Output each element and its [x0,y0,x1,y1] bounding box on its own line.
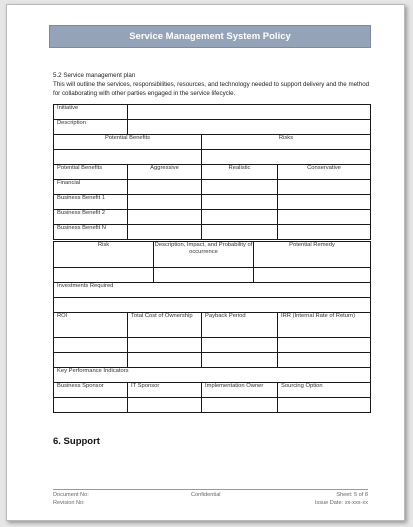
remedy-cell[interactable] [254,268,371,283]
issue-date: Issue Date: xx-xxx-xx [314,500,368,506]
risks-cell[interactable] [202,150,371,165]
table-cell[interactable] [128,338,202,353]
table-cell[interactable] [202,210,278,225]
row-label: Business Benefit 1 [54,195,128,210]
table-cell[interactable] [202,225,278,240]
table-cell[interactable] [54,353,128,368]
description-label: Description [54,120,128,135]
investment-table [53,282,371,413]
irr-header: IRR (Internal Rate of Return) [278,313,371,338]
col-potential-benefits: Potential Benefits [54,165,128,180]
table-cell[interactable] [278,225,371,240]
document-number: Document No: [53,492,89,498]
potential-benefits-header: Potential Benefits [54,135,202,150]
table-cell[interactable] [202,180,278,195]
table-cell[interactable] [54,398,128,413]
implementation-owner-header: Implementation Owner [202,383,278,398]
table-cell[interactable] [278,338,371,353]
risk-table [53,241,371,283]
table-cell[interactable] [202,398,278,413]
revision-number: Revision No: [53,500,85,506]
confidential-label: Confidential [191,492,221,498]
page-title-banner: Service Management System Policy [49,25,371,48]
table-cell[interactable] [202,353,278,368]
table-cell[interactable] [278,398,371,413]
page-footer [53,489,368,506]
table-cell[interactable] [128,180,202,195]
row-label: Business Benefit N [54,225,128,240]
table-cell[interactable] [278,180,371,195]
remedy-header: Potential Remedy [254,242,371,268]
initiative-cell[interactable] [128,105,371,120]
business-sponsor-header: Business Sponsor [54,383,128,398]
table-cell[interactable] [278,353,371,368]
row-label: Business Benefit 2 [54,210,128,225]
table-cell[interactable] [128,210,202,225]
table-cell[interactable] [278,195,371,210]
risk-header: Risk [54,242,154,268]
intro-heading: 5.2 Service management plan [53,72,136,79]
risk-cell[interactable] [54,268,154,283]
sourcing-option-header: Sourcing Option [278,383,371,398]
col-aggressive: Aggressive [128,165,202,180]
sheet-number: Sheet: 5 of 8 [336,492,368,498]
investments-cell[interactable] [54,298,371,313]
description-impact-header: Description, Impact, and Probability of occurrence [154,242,254,268]
tco-header: Total Cost of Ownership [128,313,202,338]
table-cell[interactable] [128,225,202,240]
description-impact-cell[interactable] [154,268,254,283]
table-cell[interactable] [128,195,202,210]
table-cell[interactable] [128,353,202,368]
payback-header: Payback Period [202,313,278,338]
col-conservative: Conservative [278,165,371,180]
table-cell[interactable] [54,338,128,353]
intro-body: This will outline the services, responsibilities, resources, and technology needed to support delivery and the method for collaborating with other parties engaged in the service lifecycle. [53,81,370,97]
initiative-label: Initiative [54,105,128,120]
roi-header: ROI [54,313,128,338]
table-cell[interactable] [128,398,202,413]
section-heading: 6. Support [53,436,100,447]
kpi-label: Key Performance Indicators [54,368,371,383]
col-realistic: Realistic [202,165,278,180]
description-cell[interactable] [128,120,371,135]
it-sponsor-header: IT Sponsor [128,383,202,398]
table-cell[interactable] [202,338,278,353]
row-label: Financial [54,180,128,195]
benefits-table [53,104,371,240]
document-page [6,4,405,521]
investments-label: Investments Required [54,283,371,298]
potential-benefits-cell[interactable] [54,150,202,165]
table-cell[interactable] [202,195,278,210]
risks-header: Risks [202,135,371,150]
intro-section [53,71,373,98]
table-cell[interactable] [278,210,371,225]
